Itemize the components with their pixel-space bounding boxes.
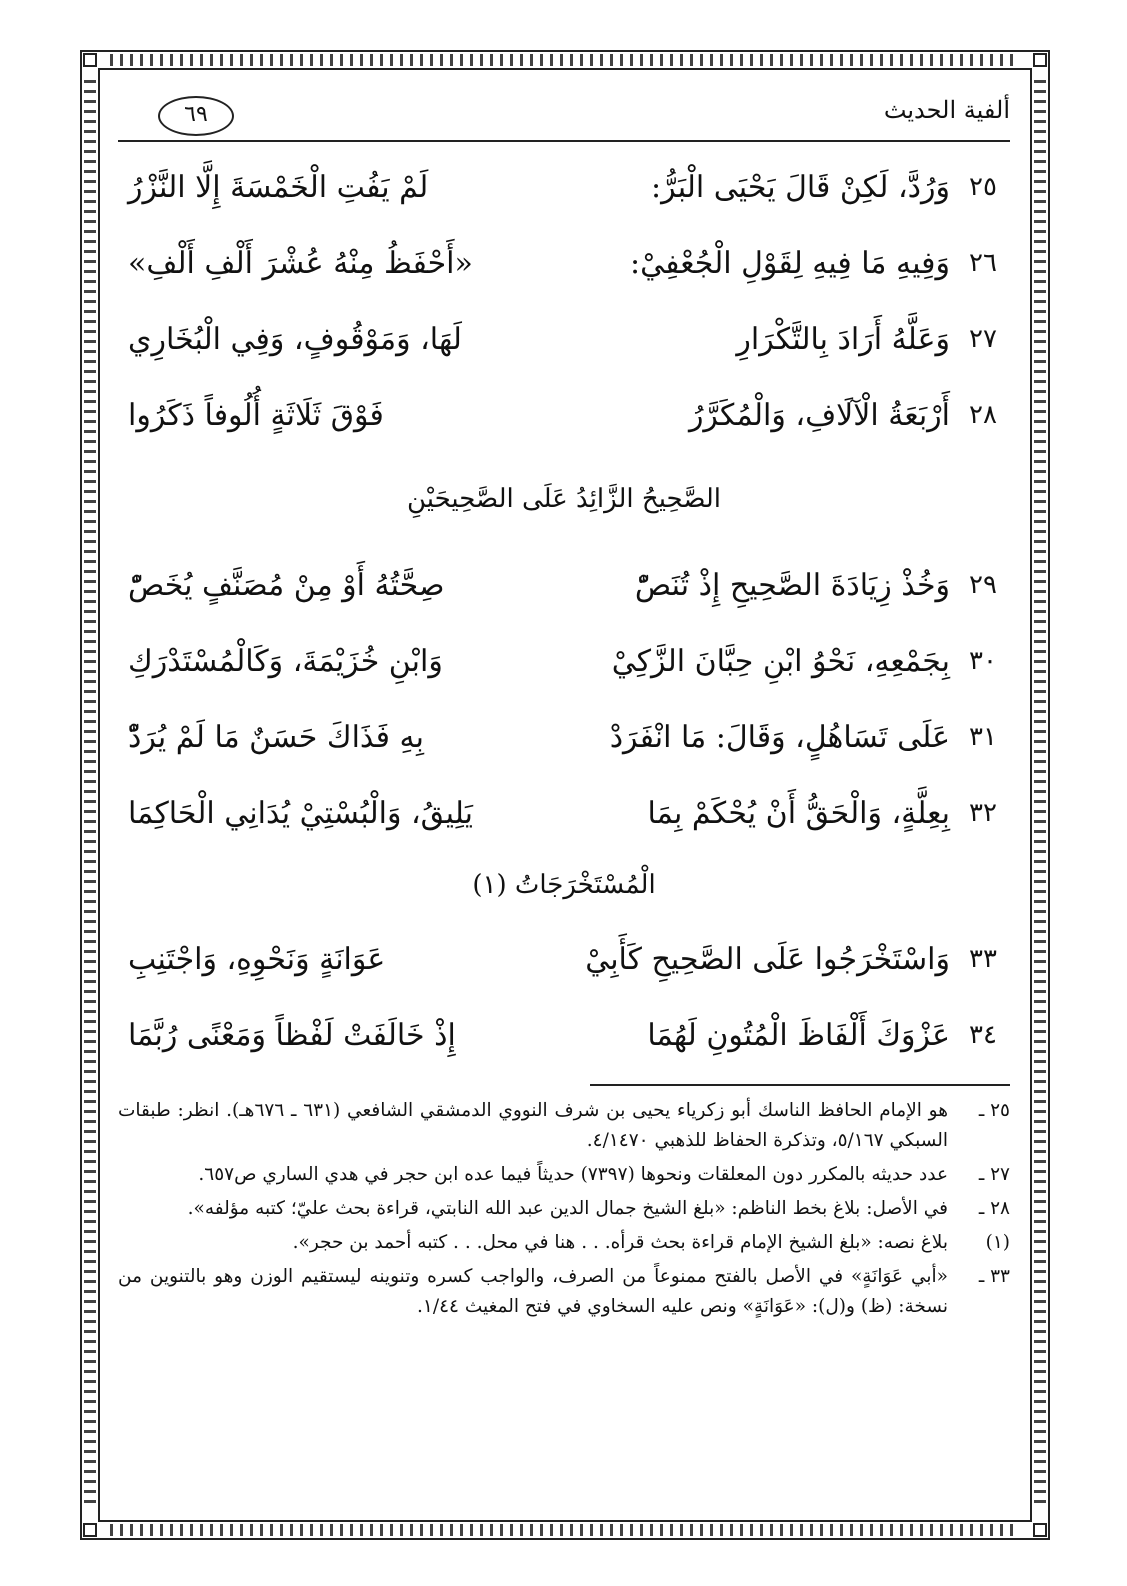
border-ornament-bottom [110,1524,1020,1536]
verse-first-hemistich: وَعَلَّهُ أَرَادَ بِالتَّكْرَارِ [736,322,950,357]
verse-second-hemistich: صِحَّتُهُ أَوْ مِنْ مُصَنَّفٍ يُخَصّْ [128,568,445,603]
footnote [118,1228,1010,1258]
verse-second-hemistich: إِذْ خَالَفَتْ لَفْظاً وَمَعْنًى رُبَّمَا [128,1018,456,1053]
running-title: ألفية الحديث [883,96,1010,124]
verse-number: ٣٤ [969,1020,997,1050]
verse-second-hemistich: عَوَانَةٍ وَنَحْوِهِ، وَاجْتَنِبِ [128,942,386,977]
verse-first-hemistich: عَلَى تَسَاهُلٍ، وَقَالَ: مَا انْفَرَدْ [609,720,950,755]
verse-number: ٣٣ [969,944,997,974]
footnote-marker: ٢٥ ـ [978,1100,1010,1121]
verse [118,382,1010,458]
footnote-text: عدد حديثه بالمكرر دون المعلقات ونحوها (٧٣٩٧) حديثاً فيما عده ابن حجر في هدي الساري ص٦٥٧. [198,1164,948,1185]
verses-group-3 [118,926,1010,1078]
verse-number: ٣٠ [969,646,997,676]
section-heading: الْمُسْتَخْرَجَاتُ (١) [472,870,656,900]
verse-number: ٢٦ [969,248,997,278]
verse-first-hemistich: عَزْوَكَ أَلْفَاظَ الْمُتُونِ لَهُمَا [647,1018,950,1053]
corner-ornament [1033,1523,1047,1537]
verse [118,154,1010,230]
verse-number: ٢٩ [969,570,997,600]
footnote [118,1194,1010,1224]
verse [118,1002,1010,1078]
footnote [118,1160,1010,1190]
verses-group-2 [118,552,1010,856]
verse-second-hemistich: لَهَا، وَمَوْقُوفٍ، وَفِي الْبُخَارِي [128,322,462,357]
page-header [118,92,1010,142]
page-number: ٦٩ [158,96,234,136]
footnote-text: بلاغ نصه: «بلغ الشيخ الإمام قراءة بحث قرأه. . . هنا في محل. . . كتبه أحمد بن حجر». [292,1232,948,1253]
verse-second-hemistich: بِهِ فَذَاكَ حَسَنٌ مَا لَمْ يُرَدّْ [128,720,424,755]
verse-first-hemistich: بِعِلَّةٍ، وَالْحَقُّ أَنْ يُحْكَمْ بِمَا [647,796,950,831]
page-content [118,92,1010,1326]
footnote-text: هو الإمام الحافظ الناسك أبو زكرياء يحيى بن شرف النووي الدمشقي الشافعي (٦٣١ ـ ٦٧٦هـ). انظر: طبقات السبكي ٥/١٦٧، وتذكرة الحفاظ للذهبي ٤/١٤٧٠. [118,1100,948,1151]
verse [118,306,1010,382]
footnote-separator [590,1084,1010,1086]
footnote [118,1262,1010,1322]
footnote [118,1096,1010,1156]
verse [118,552,1010,628]
verse-number: ٢٧ [969,324,997,354]
verse-first-hemistich: وَاسْتَخْرَجُوا عَلَى الصَّحِيحِ كَأَبِيْ [585,942,950,977]
verse [118,926,1010,1002]
verse-number: ٣١ [969,722,997,752]
border-ornament-left [84,80,96,1510]
verses-group-1 [118,154,1010,458]
verse-number: ٢٥ [969,172,997,202]
verse [118,628,1010,704]
verse-second-hemistich: فَوْقَ ثَلَاثَةٍ أُلُوفاً ذَكَرُوا [128,398,384,433]
verse-first-hemistich: وَفِيهِ مَا فِيهِ لِقَوْلِ الْجُعْفِيْ: [629,246,950,281]
verse-second-hemistich: يَلِيقُ، وَالْبُسْتِيْ يُدَانِي الْحَاكِمَا [128,796,474,831]
verse [118,780,1010,856]
verse-number: ٢٨ [969,400,997,430]
verse-second-hemistich: «أَحْفَظُ مِنْهُ عُشْرَ أَلْفِ أَلْفِ» [128,246,473,281]
verse [118,230,1010,306]
verse-second-hemistich: لَمْ يَفُتِ الْخَمْسَةَ إِلَّا النَّزْرُ [128,170,429,205]
footnote-marker: (١) [985,1232,1010,1253]
corner-ornament [83,53,97,67]
border-ornament-right [1034,80,1046,1510]
verse-number: ٣٢ [969,798,997,828]
footnote-marker: ٢٨ ـ [978,1198,1010,1219]
verse-first-hemistich: بِجَمْعِهِ، نَحْوُ ابْنِ حِبَّانَ الزَّكِيْ [611,644,950,679]
verse-second-hemistich: وَابْنِ خُزَيْمَةَ، وَكَالْمُسْتَدْرَكِ [128,644,443,679]
footnote-marker: ٣٣ ـ [978,1266,1010,1287]
footnote-text: في الأصل: بلاغ بخط الناظم: «بلغ الشيخ جمال الدين عبد الله النابتي، قراءة بحث عليّ؛ كتبه مؤلفه». [187,1198,948,1219]
border-ornament-top [110,54,1020,66]
verse [118,704,1010,780]
footnotes [118,1096,1010,1322]
footnote-marker: ٢٧ ـ [978,1164,1010,1185]
section-heading: الصَّحِيحُ الزَّائِدُ عَلَى الصَّحِيحَيْنِ [406,484,722,514]
corner-ornament [1033,53,1047,67]
corner-ornament [83,1523,97,1537]
verse-first-hemistich: وَخُذْ زِيَادَةَ الصَّحِيحِ إِذْ تُنَصّْ [634,568,950,603]
verse-first-hemistich: وَرُدَّ، لَكِنْ قَالَ يَحْيَى الْبَرُّ: [651,170,950,205]
verse-first-hemistich: أَرْبَعَةُ الْآلَافِ، وَالْمُكَرَّرُ [688,398,950,433]
footnote-text: «أبي عَوَانَةٍ» في الأصل بالفتح ممنوعاً من الصرف، والواجب كسره وتنوينه ليستقيم الوزن وهو بالتنوين من نسخة: (ظ) و(ل): «عَوَانَةٍ» ونص عليه السخاوي في فتح المغيث ١/٤٤. [118,1266,948,1317]
